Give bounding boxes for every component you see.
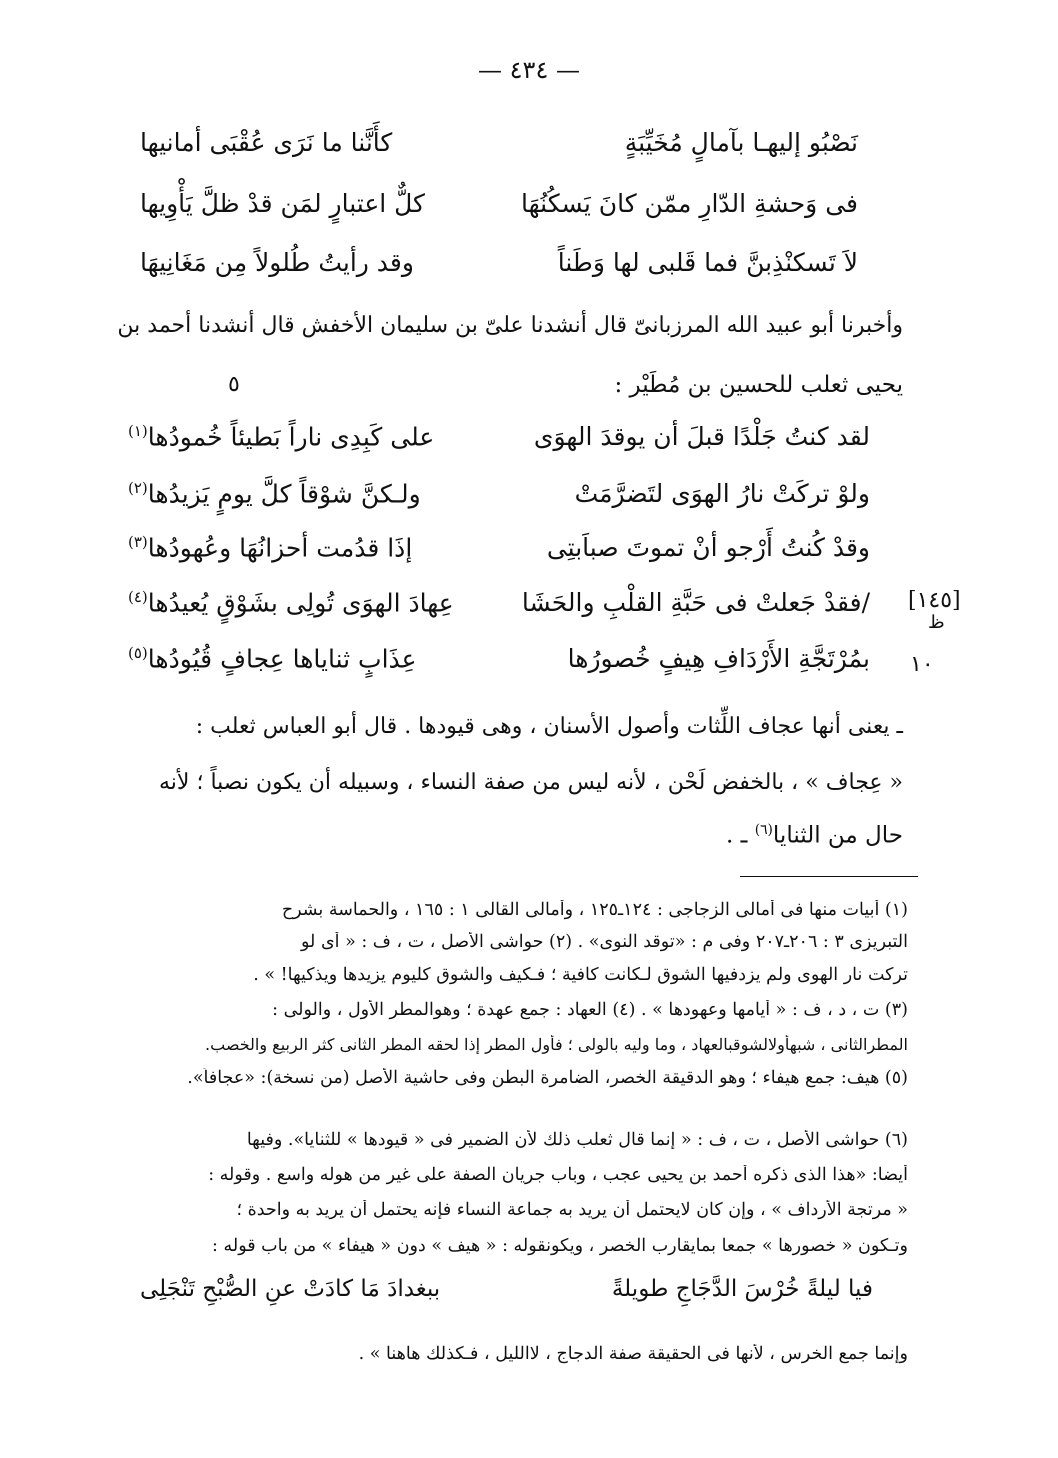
footnote-ref: (١) bbox=[128, 422, 148, 440]
hemistich-text: إذَا قدُمت أحزانُهَا وعُهودُها bbox=[147, 533, 413, 563]
verse-second-hemistich bbox=[128, 644, 417, 673]
footnote-ref: (٦) bbox=[754, 822, 773, 838]
footnote-line: وإنما جمع الخرس ، لأنها فى الحقيقة صفة الدجاج ، لاالليل ، فـكذلك هاهنا » . bbox=[358, 1344, 908, 1364]
footnote-line: تركت نار الهوى ولم يزدفيها الشوق لـكانت كافية ؛ فـكيف والشوق كليوم يزيدها ويذكيها! » . bbox=[253, 965, 908, 985]
commentary-line: ـ يعنى أنها عجاف اللِّثات وأصول الأسنان ، وهى قيودها . قال أبو العباس ثعلب : bbox=[195, 714, 903, 739]
footnote-line: وتـكون « خصورها » جمعا بمايقارب الخصر ، ويكونقوله : « هيف » دون « هيفاء » من باب قوله : bbox=[212, 1236, 908, 1256]
hemistich-text: عِهادَ الهوَى تُولِى بشَوْقٍ يُعيدُها bbox=[147, 588, 454, 618]
footnote-line: (٣) ت ، د ، ف : « أيامها وعهودها » . (٤) العهاد : جمع عهدة ؛ وهوالمطر الأول ، والولى : bbox=[272, 1000, 908, 1020]
verse-first-hemistich: فيا ليلةً خُرْسَ الدَّجَاجِ طويلةً bbox=[611, 1276, 873, 1302]
isnad-line: وأخبرنا أبو عبيد الله المرزبانىّ قال أنشدنا علىّ بن سليمان الأخفش قال أنشدنا أحمد بن bbox=[117, 313, 903, 338]
verse-first-hemistich: وقدْ كُنتُ أَرْجو أنْ تموتَ صباَبتِى bbox=[546, 533, 870, 562]
commentary-line: « عِجاف » ، بالخفض لَحْن ، لأنه ليس من صفة النساء ، وسبيله أن يكون نصباً ؛ لأنه bbox=[159, 770, 903, 795]
verse-first-hemistich: بمُرْتَجَّةِ الأَرْدَافِ هِيفٍ خُصورُها bbox=[567, 644, 870, 673]
verse-first-hemistich: نَصْبُو إليهـا بآمالٍ مُخَيِّبَةٍ bbox=[624, 128, 858, 157]
hemistich-text: ولـكنَّ شوْقاً كلَّ يومٍ يَزيدُها bbox=[147, 479, 421, 509]
verse-second-hemistich bbox=[128, 479, 421, 508]
verse-first-hemistich: لقد كنتُ جَلْدًا قبلَ أن يوقدَ الهوَى bbox=[533, 422, 870, 451]
verse-second-hemistich: كأَنَّنا ما نَرَى عُقْبَى أمانيها bbox=[140, 128, 393, 157]
line-number-10: ١٠ bbox=[910, 652, 934, 677]
verse-second-hemistich bbox=[128, 422, 434, 451]
folio-side: ظ bbox=[928, 612, 945, 633]
hemistich-text: عِذَابٍ ثناياها عِجافٍ قُيُودُها bbox=[147, 644, 417, 674]
hemistich-text: على كَبِدِى ناراً بَطيئاً خُمودُها bbox=[147, 422, 435, 452]
footnote-line: المطرالثانى ، شبهأولالشوقبالعهاد ، وما وليه بالولى ؛ فأول المطر إذا لحقه المطر الثانى كثر الربيع والخصب. bbox=[205, 1035, 908, 1054]
verse-second-hemistich: ببغدادَ مَا كادَتْ عنِ الصُّبْحِ تَنْجَلِى bbox=[140, 1276, 441, 1302]
isnad-line: يحيى ثعلب للحسين بن مُطَيْر : bbox=[614, 372, 903, 398]
verse-second-hemistich: كلٌّ اعتبارٍ لمَن قدْ ظلَّ يَأْوِيها bbox=[140, 189, 425, 218]
verse-line bbox=[0, 588, 1058, 628]
footnote-line: (١) أبيات منها فى أمالى الزجاجى : ١٢٤ـ١٢٥ ، وأمالى القالى ١ : ١٦٥ ، والحماسة بشرح bbox=[281, 900, 908, 920]
commentary-text: حال من الثنايا bbox=[772, 822, 903, 849]
verse-line bbox=[0, 248, 1058, 288]
commentary-line bbox=[726, 822, 903, 849]
footnote-line: أيضا: «هذا الذى ذكره أحمد بن يحيى عجب ، وباب جريان الصفة على غير من هوله واسع . وقوله : bbox=[208, 1165, 908, 1185]
verse-first-hemistich: لاَ تَسكنْذِبنَّ فما قَلبى لها وَطَناً bbox=[557, 248, 858, 277]
footnote-line: (٥) هيف: جمع هيفاء ؛ وهو الدقيقة الخصر، الضامرة البطن وفى حاشية الأصل (من نسخة): «عجافاً». bbox=[187, 1068, 908, 1088]
footnote-ref: (٢) bbox=[128, 479, 148, 497]
verse-line bbox=[0, 189, 1058, 229]
footnote-line: التبريزى ٣ : ٢٠٦ـ٢٠٧ وفى م : «توقد النوى» . (٢) حواشى الأصل ، ت ، ف : « أى لو bbox=[301, 932, 908, 952]
footnote-line: « مرتجة الأرداف » ، وإن كان لايحتمل أن يريد به جماعة النساء فإنه يحتمل أن يريد به واحدة ؛ bbox=[236, 1200, 908, 1220]
verse-second-hemistich bbox=[128, 533, 412, 562]
commentary-dash: ـ . bbox=[726, 822, 755, 849]
verse-first-hemistich: فى وَحشةِ الدّارِ ممّن كانَ يَسكُنُهَا bbox=[521, 189, 858, 218]
verse-first-hemistich: /فقدْ جَعلتْ فى حَبَّةِ القلْبِ والحَشَا bbox=[521, 588, 870, 617]
verse-line bbox=[0, 128, 1058, 168]
verse-line bbox=[0, 422, 1058, 462]
footnote-ref: (٣) bbox=[128, 533, 148, 551]
folio-marker: [١٤٥] bbox=[908, 588, 961, 613]
verse-first-hemistich: ولوْ تركَتْ نارُ الهوَى لتَضرَّمَتْ bbox=[574, 479, 870, 508]
footnote-line: (٦) حواشى الأصل ، ت ، ف : « إنما قال ثعلب ذلك لأن الضمير فى « قيودها » للثنايا». وفيها bbox=[246, 1130, 908, 1150]
verse-second-hemistich: وقد رأيتُ طُلولاً مِن مَغَانِيهَا bbox=[140, 248, 414, 277]
page-number: — ٤٣٤ — bbox=[478, 56, 580, 84]
footnote-ref: (٤) bbox=[128, 588, 148, 606]
verse-second-hemistich bbox=[128, 588, 454, 617]
verse-line bbox=[0, 533, 1058, 573]
footnote-verse bbox=[0, 1276, 1058, 1316]
line-number-5: ٥ bbox=[228, 372, 240, 397]
verse-line bbox=[0, 644, 1058, 684]
footnote-separator bbox=[740, 876, 918, 877]
verse-line bbox=[0, 479, 1058, 519]
footnote-ref: (٥) bbox=[128, 644, 148, 662]
